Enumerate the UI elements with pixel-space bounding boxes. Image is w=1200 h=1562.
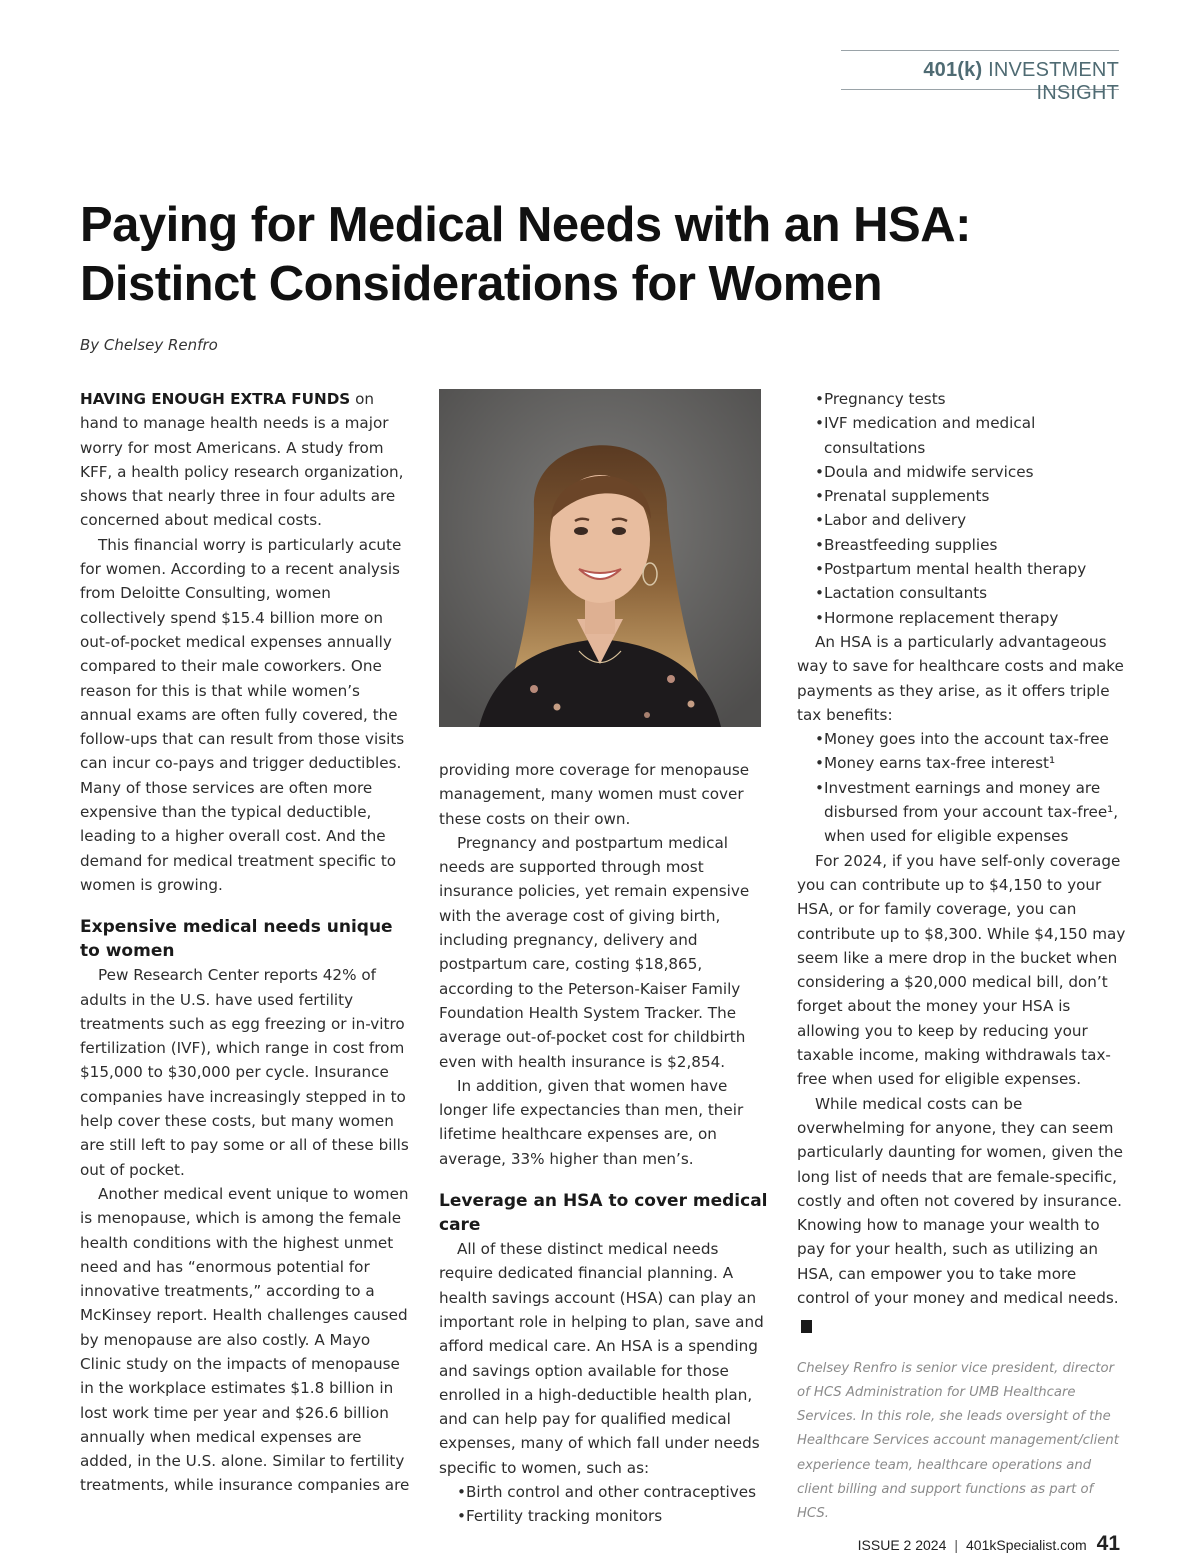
paragraph: Pew Research Center reports 42% of adults in the U.S. have used fertility treatments such as egg freezing or in-vitro fertilization (IVF), which range in cost from $15,000 to $30,000 per cycle. Insurance companies have increasingly stepped in to help cover these costs, but many women are still left to pay some or all of these bills out of pocket. — [80, 966, 409, 1179]
paragraph: All of these distinct medical needs require dedicated financial planning. A health savings account (HSA) can play an important role in helping to plan, save and afford medical care. An HSA is a spending and savings option available for those enrolled in a high-deductible health plan, and can help pay for qualified medical expenses, many of which fall under needs specific to women, such as: — [439, 1240, 764, 1477]
page-number: 41 — [1096, 1532, 1120, 1555]
author-photo — [439, 389, 761, 727]
needs-list — [439, 1480, 769, 1529]
title-line-1: Paying for Medical Needs with an HSA: — [80, 198, 971, 252]
portrait-illustration — [439, 389, 761, 727]
paragraph: In addition, given that women have longer life expectancies than men, their lifetime healthcare expenses are, on average, 33% higher than men’s. — [439, 1076, 744, 1168]
section-label: INVESTMENT INSIGHT — [988, 59, 1119, 104]
end-mark-icon: K — [801, 1320, 812, 1333]
paragraph: Pregnancy and postpartum medical needs are supported through most insurance policies, yet remain expensive with the average cost of giving birth, including pregnancy, delivery and postpartum care, costing $18,865, according to the Peterson-Kaiser Family Foundation Health System Tracker. The average out-of-pocket cost for childbirth even with health insurance is $2,854. — [439, 833, 750, 1071]
paragraph: For 2024, if you have self-only coverage you can contribute up to $4,150 to your HSA, or for family coverage, you can contribute up to $8,300. While $4,150 may seem like a mere drop in the bucket when considering a $20,000 medical bill, don’t forget about the money your HSA is allowing you to keep by reducing your taxable income, making withdrawals tax-free when used for eligible expenses. — [797, 851, 1126, 1089]
author-bio: Chelsey Renfro is senior vice president, director of HCS Administration for UMB Healthcare Services. In this role, she leads oversight of the Healthcare Services account management/client experience team, healthcare operations and client billing and support functions as part of HCS. — [797, 1360, 1119, 1522]
paragraph: This financial worry is particularly acute for women. According to a recent analysis from Deloitte Consulting, women collectively spend $15.4 billion more on out-of-pocket medical expenses annually compared to their male coworkers. One reason for this is that while women’s annual exams are often fully covered, the follow-ups that can result from those visits can incur co-pays and trigger deductibles. Many of those services are often more expensive than the typical deductible, leading to a higher overall cost. And the demand for medical treatment specific to women is growing. — [80, 535, 405, 894]
closing-paragraph — [797, 1092, 1127, 1335]
list-item: • Labor and delivery — [815, 508, 1127, 532]
intro-text: on hand to manage health needs is a major worry for most Americans. A study from KFF, a health policy research organization, shows that nearly three in four adults are concerned about medical costs. — [80, 390, 404, 530]
paragraph: An HSA is a particularly advantageous way to save for healthcare costs and make payments as they arise, as it offers triple tax benefits: — [797, 632, 1124, 724]
subhead-expensive-needs: Expensive medical needs unique to women — [80, 917, 393, 962]
article-title — [80, 196, 1120, 314]
list-item: • Hormone replacement therapy — [815, 606, 1127, 630]
column-3 — [797, 387, 1127, 1527]
list-item: • Breastfeeding supplies — [815, 533, 1127, 557]
paragraph: Another medical event unique to women is menopause, which is among the female health conditions with the highest unmet need and has “enormous potential for innovative treatments,” according to a McKinsey report. Health challenges caused by menopause are also costly. A Mayo Clinic study on the impacts of menopause in the workplace estimates $1.8 billion in lost work time per year and $26.6 billion annually when medical expenses are added, in the U.S. alone. Similar to fertility treatments, while insurance companies are — [80, 1184, 410, 1495]
title-line-2: Distinct Considerations for Women — [80, 257, 883, 311]
section-header — [841, 50, 1119, 104]
list-item: • Postpartum mental health therapy — [815, 557, 1127, 581]
list-item: • Lactation consultants — [815, 581, 1127, 605]
subhead-leverage-hsa: Leverage an HSA to cover medical care — [439, 1191, 768, 1236]
byline: By Chelsey Renfro — [80, 336, 218, 354]
website-link[interactable]: 401kSpecialist.com — [966, 1537, 1087, 1553]
list-item: • Money earns tax-free interest¹ — [815, 751, 1127, 775]
column-1 — [80, 387, 410, 1498]
footer-separator: | — [954, 1537, 959, 1553]
list-item: • IVF medication and medical consultations — [815, 411, 1127, 460]
list-item: • Birth control and other contraceptives — [457, 1480, 769, 1504]
brand-label: 401(k) — [923, 59, 983, 81]
list-item: • Pregnancy tests — [815, 387, 1127, 411]
list-item: • Prenatal supplements — [815, 484, 1127, 508]
list-item: • Money goes into the account tax-free — [815, 727, 1127, 751]
closing-text: While medical costs can be overwhelming for anyone, they can seem particularly daunting for women, given the long list of needs that are female-specific, costly and often not covered by insurance. Knowing how to manage your wealth to pay for your health, such as utilizing an HSA, can empower you to take more control of your money and medical needs. — [797, 1094, 1124, 1307]
column-2 — [439, 758, 769, 1529]
needs-list-continued — [797, 387, 1127, 630]
issue-label: ISSUE 2 2024 — [857, 1537, 947, 1553]
list-item: • Fertility tracking monitors — [457, 1504, 769, 1528]
list-item: • Doula and midwife services — [815, 460, 1127, 484]
list-item: • Investment earnings and money are disbursed from your account tax-free¹, when used for eligible expenses — [815, 776, 1127, 849]
lead-in: HAVING ENOUGH EXTRA FUNDS — [80, 390, 351, 408]
intro-paragraph — [80, 387, 410, 533]
benefits-list — [797, 727, 1127, 848]
paragraph: providing more coverage for menopause management, many women must cover these costs on their own. — [439, 761, 750, 828]
